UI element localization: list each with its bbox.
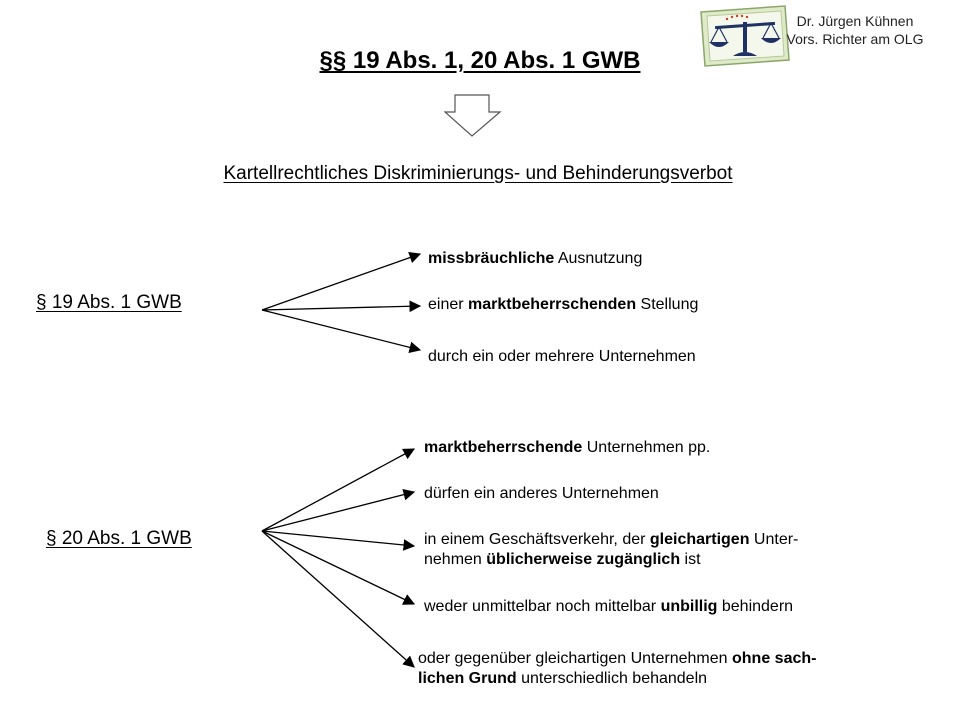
text-segment: durch ein oder mehrere Unternehmen [428,348,696,365]
section-20-label-text: § 20 Abs. 1 GWB [46,528,192,549]
arrow-19-1 [262,254,420,310]
section-20-item [424,438,710,458]
text-segment: in einem Geschäftsverkehr, der [424,531,650,548]
bold-term: lichen Grund [418,670,517,687]
author-role: Vors. Richter am OLG [786,31,924,47]
section-20-label [46,528,192,550]
section-20-item [424,484,659,504]
section-20-item [418,649,816,689]
arrow-20-2 [262,492,414,531]
page-title-text: §§ 19 Abs. 1, 20 Abs. 1 GWB [319,47,641,74]
author-name: Dr. Jürgen Kühnen [796,13,914,29]
text-segment: nehmen [424,551,487,568]
bold-term: üblicherweise zugänglich [486,551,681,568]
section-20-item [424,597,793,617]
section-19-item [428,295,698,315]
text-segment: ist [680,551,701,568]
bold-term: unbillig [660,598,718,615]
text-segment: Stellung [636,296,699,313]
text-segment: oder gegenüber gleichartigen Unternehmen [418,650,732,667]
text-segment: behindern [717,598,794,615]
arrow-20-1 [262,449,414,531]
text-segment: unterschiedlich behandeln [516,670,708,687]
text-segment: einer [428,296,469,313]
section-19-label-text: § 19 Abs. 1 GWB [36,292,182,313]
text-segment: Unter- [749,531,799,548]
arrow-19-2 [262,306,420,310]
arrow-20-5 [262,531,414,667]
section-19-item [428,347,696,367]
subtitle-text: Kartellrechtliches Diskriminierungs- und Behinderungsverbot [223,163,733,184]
bold-term: gleichartigen [649,531,750,548]
bold-term: marktbeherrschenden [468,296,637,313]
text-segment: weder unmittelbar noch mittelbar [424,598,661,615]
bold-term: ohne sach- [732,650,817,667]
section-19-label [36,292,182,314]
bold-term: marktbeherrschende [424,439,583,456]
arrow-20-4 [262,531,414,604]
arrow-20-3 [262,531,414,546]
section-19-item [428,249,642,269]
text-segment: Unternehmen pp. [582,439,711,456]
section-20-item [424,530,798,570]
arrow-19-3 [262,310,420,350]
bold-term: missbräuchliche [428,250,555,267]
text-segment: dürfen ein anderes Unternehmen [424,485,659,502]
text-segment: Ausnutzung [554,250,643,267]
